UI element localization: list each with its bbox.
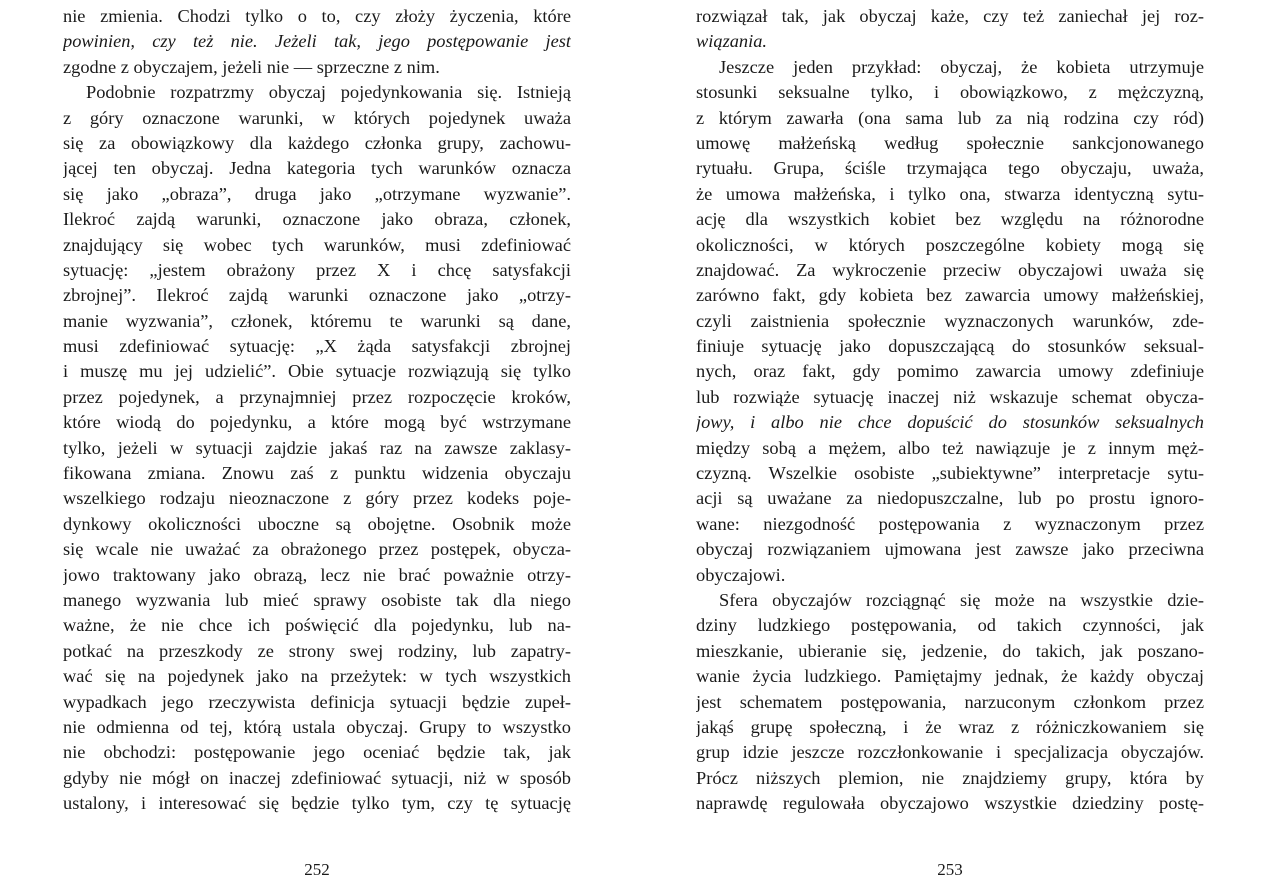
text-line: ację dla wszystkich kobiet bez względu na różnorodne: [696, 209, 1204, 230]
text-line: manego wyzwania lub mieć sprawy osobiste tak dla niego: [63, 589, 571, 610]
text-line: czyli zaistnienia społecznie wyznaczonych warunków, zde-: [696, 310, 1204, 331]
text-line: wanie życia ludzkiego. Pamiętajmy jednak, że każdy obyczaj: [696, 666, 1204, 687]
text-line-italic: wiązania.: [696, 31, 768, 52]
text-line: między sobą a mężem, albo też nawiązuje je z innym męż-: [696, 437, 1204, 458]
text-line: przez pojedynek, a przynajmniej przez rozpoczęcie kroków,: [63, 386, 571, 407]
text-line: Ilekroć zajdą warunki, oznaczone jako obraza, członek,: [63, 209, 571, 230]
text-line: wane: niezgodność postępowania z wyznaczonym przez: [696, 513, 1204, 534]
text-line: potkać na przeszkody ze strony swej rodziny, lub zapatry-: [63, 640, 571, 661]
text-line: nych, oraz fakt, gdy pomimo zawarcia umowy zdefiniuje: [696, 361, 1204, 382]
paragraph-start-line: Jeszcze jeden przykład: obyczaj, że kobieta utrzymuje: [719, 56, 1204, 77]
text-line: dynkowy okoliczności uboczne są obojętne. Osobnik może: [63, 513, 571, 534]
text-line: zbrojnej”. Ilekroć zajdą warunki oznaczone jako „otrzy-: [63, 285, 571, 306]
text-line: grup idzie jeszcze rozczłonkowanie i specjalizacja obyczajów.: [696, 742, 1204, 763]
right-page: [696, 4, 1204, 884]
text-line: sytuację: „jestem obrażony przez X i chcę satysfakcji: [63, 259, 571, 280]
text-line: mieszkanie, ubieranie się, jedzenie, do takich, jak poszano-: [696, 640, 1204, 661]
paragraph-start-line: Sfera obyczajów rozciągnąć się może na wszystkie dzie-: [719, 589, 1204, 610]
text-line: lub rozwiąże sytuację inaczej niż wskazuje schemat obycza-: [696, 386, 1204, 407]
text-line: czyzną. Wszelkie osobiste „subiektywne” interpretacje sytu-: [696, 463, 1204, 484]
text-line: wać się na pojedynek jako na przeżytek: w tych wszystkich: [63, 666, 571, 687]
text-line: okoliczności, w których poszczególne kobiety mogą się: [696, 234, 1204, 255]
text-line: ustalony, i interesować się będzie tylko tym, czy tę sytuację: [63, 793, 571, 814]
text-line: tylko, jeżeli w sytuacji zajdzie jakaś raz na zawsze zaklasy-: [63, 437, 571, 458]
text-line: zarówno fakt, gdy kobieta bez zawarcia umowy małżeńskiej,: [696, 285, 1204, 306]
text-line-italic: jowy, i albo nie chce dopuścić do stosunków seksualnych: [696, 412, 1204, 433]
text-line: stosunki seksualne tylko, i obowiązkowo, z mężczyzną,: [696, 82, 1204, 103]
text-line: musi zdefiniować sytuację: „X żąda satysfakcji zbrojnej: [63, 336, 571, 357]
text-line: gdyby nie mógł on inaczej zdefiniować sytuacji, niż w sposób: [63, 767, 571, 788]
page-number: 253: [937, 860, 963, 879]
right-page-text: [696, 4, 1204, 817]
text-line: umowę małżeńską według społecznie sankcjonowanego: [696, 132, 1204, 153]
text-line: z góry oznaczone warunki, w których pojedynek uważa: [63, 107, 571, 128]
text-line: z którym zawarła (ona sama lub za nią rodzina czy ród): [696, 107, 1204, 128]
text-line: zgodne z obyczajem, jeżeli nie — sprzeczne z nim.: [63, 56, 440, 77]
text-line: jącej ten obyczaj. Jedna kategoria tych warunków oznacza: [63, 158, 571, 179]
text-line: jowo traktowany jako obrazą, lecz nie brać poważnie otrzy-: [63, 564, 571, 585]
text-line: wszelkiego rodzaju nieoznaczone z góry przez kodeks poje-: [63, 488, 571, 509]
text-line: Prócz niższych plemion, nie znajdziemy grupy, która by: [696, 767, 1204, 788]
text-line: nie odmienna od tej, którą ustala obyczaj. Grupy to wszystko: [63, 716, 571, 737]
text-line: obyczajowi.: [696, 564, 786, 585]
text-line: nie zmienia. Chodzi tylko o to, czy złoży życzenia, które: [63, 6, 571, 26]
text-line: się jako „obraza”, druga jako „otrzymane wyzwanie”.: [63, 183, 571, 204]
text-line: że umowa małżeńska, i tylko ona, stwarza identyczną sytu-: [696, 183, 1204, 204]
text-line: znajdujący się wobec tych warunków, musi zdefiniować: [63, 234, 571, 255]
text-line: naprawdę regulowała obyczajowo wszystkie dziedziny postę-: [696, 793, 1204, 814]
paragraph-start-line: Podobnie rozpatrzmy obyczaj pojedynkowania się. Istnieją: [86, 82, 571, 103]
left-page: [63, 4, 571, 884]
text-line: finiuje sytuację jako dopuszczającą do stosunków seksual-: [696, 336, 1204, 357]
page-number: 252: [304, 860, 330, 879]
text-line: acji są uważane za niedopuszczalne, lub po prostu ignoro-: [696, 488, 1204, 509]
text-line: dziny ludzkiego postępowania, od takich czynności, jak: [696, 615, 1204, 636]
left-page-text: [63, 4, 571, 817]
text-line: jakąś grupę społeczną, i że wraz z różniczkowaniem się: [696, 716, 1204, 737]
text-line: które wiodą do pojedynku, a które mogą być wstrzymane: [63, 412, 571, 433]
text-line: znajdować. Za wykroczenie przeciw obyczajowi uważa się: [696, 259, 1204, 280]
text-line: obyczaj rozwiązaniem ujmowana jest zawsze jako przeciwna: [696, 539, 1204, 560]
text-line: rozwiązał tak, jak obyczaj każe, czy też zaniechał jej roz-: [696, 6, 1204, 26]
text-line: się wcale nie uważać za obrażonego przez postępek, obycza-: [63, 539, 571, 560]
text-line: i muszę mu jej udzielić”. Obie sytuacje rozwiązują się tylko: [63, 361, 571, 382]
text-line: się za obowiązkowy dla każdego członka grupy, zachowu-: [63, 132, 571, 153]
text-line-italic: powinien, czy też nie. Jeżeli tak, jego postępowanie jest: [63, 31, 571, 52]
text-line: ważne, że nie chce ich poświęcić dla pojedynku, lub na-: [63, 615, 571, 636]
text-line: wypadkach jego rzeczywista definicja sytuacji będzie zupeł-: [63, 691, 571, 712]
text-line: jest schematem postępowania, narzuconym członkom przez: [696, 691, 1204, 712]
text-line: manie wyzwania”, członek, któremu te warunki są dane,: [63, 310, 571, 331]
text-line: nie obchodzi: postępowanie jego oceniać będzie tak, jak: [63, 742, 571, 763]
text-line: rytuału. Grupa, ściśle trzymająca tego obyczaju, uważa,: [696, 158, 1204, 179]
text-line: fikowana zmiana. Znowu zaś z punktu widzenia obyczaju: [63, 463, 571, 484]
